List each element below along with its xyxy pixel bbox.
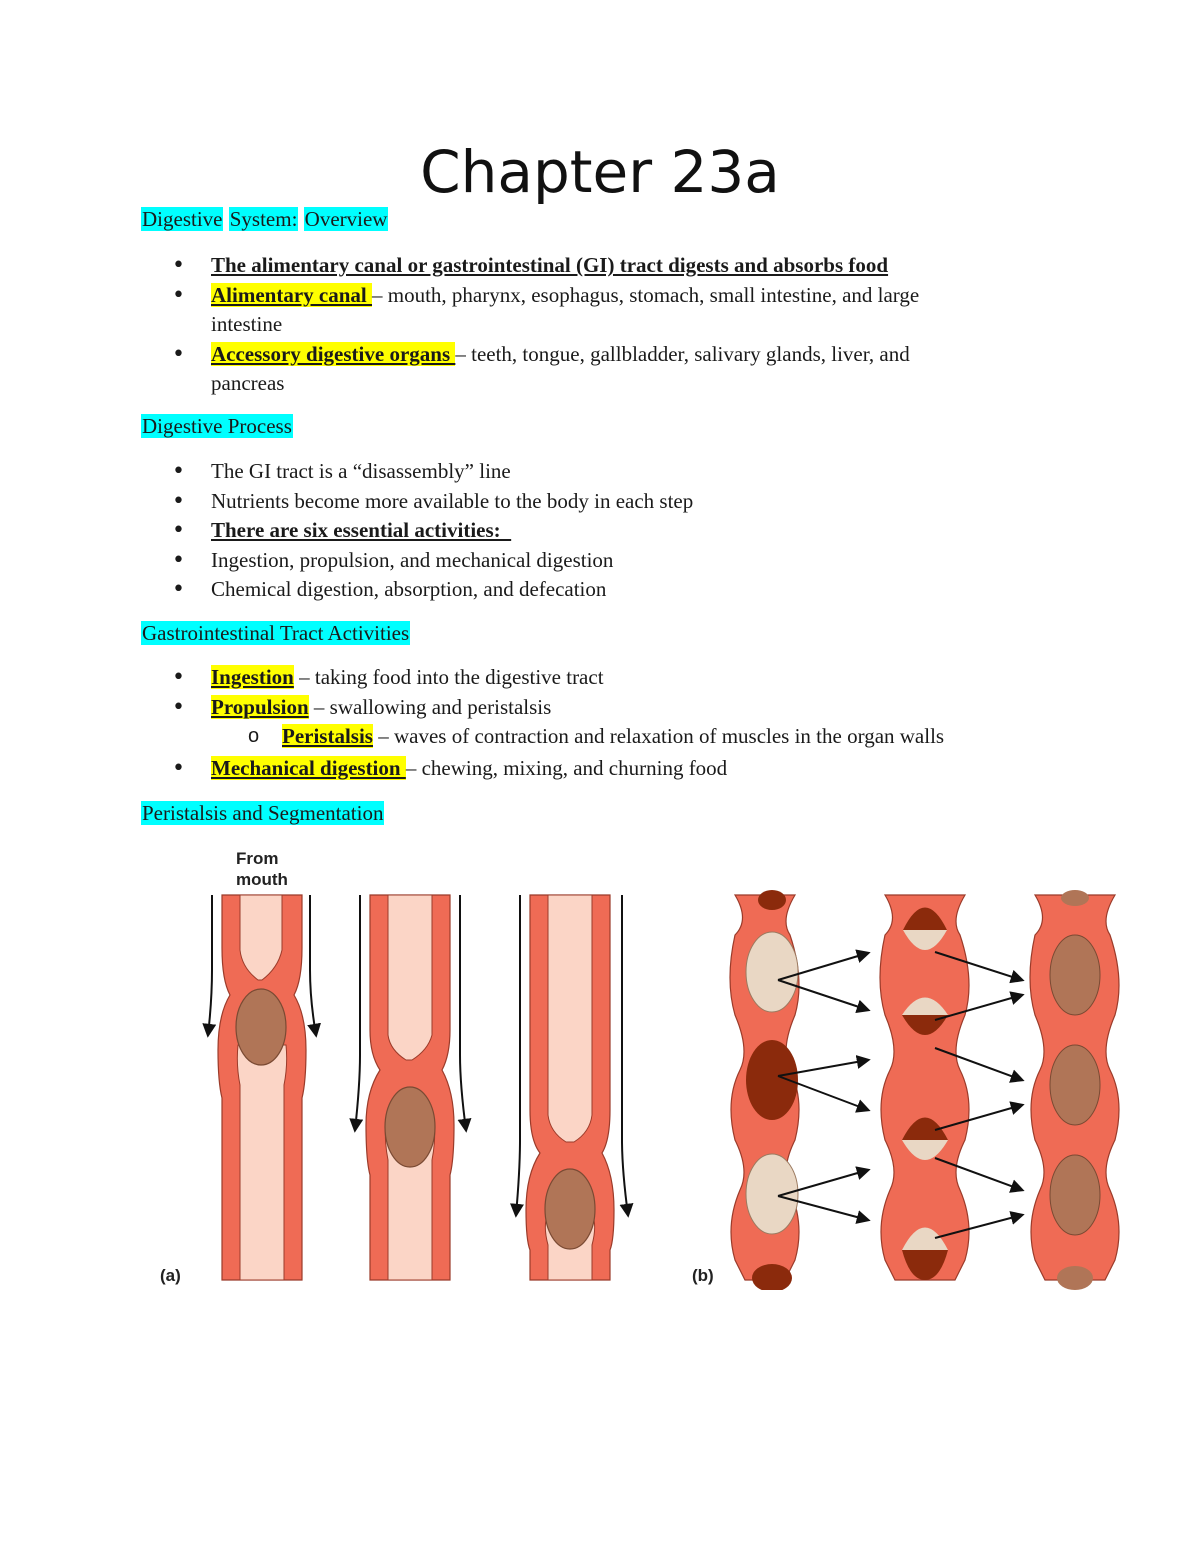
list-item [141, 663, 1041, 693]
bolus [545, 1169, 595, 1249]
bolus [236, 989, 286, 1065]
peristalsis-segmentation-figure [150, 840, 1140, 1290]
bullet-text: Ingestion, propulsion, and mechanical digestion [211, 547, 614, 572]
section-heading-process [141, 413, 293, 439]
label-from: From [236, 849, 279, 868]
list-item [141, 340, 1041, 399]
segmentation-column-3 [1030, 890, 1119, 1290]
list-item [141, 281, 1041, 340]
overview-list [141, 251, 1041, 399]
bullet-text: Chemical digestion, absorption, and defecation [211, 577, 607, 601]
bullet-term: Ingestion [211, 665, 294, 689]
bullet-text-continued: pancreas [211, 371, 285, 395]
heading-part: Overview [304, 207, 388, 231]
bullet-term: Peristalsis [282, 724, 373, 748]
list-item [141, 575, 1041, 605]
label-mouth: mouth [236, 870, 288, 889]
bullet-text: – taking food into the digestive tract [293, 665, 604, 689]
heading-part: Digestive [142, 207, 223, 231]
bolus [385, 1087, 435, 1167]
section-heading-gi-activities [141, 620, 410, 646]
bullet-text: The alimentary canal or gastrointestinal (GI) tract digests and absorbs food [211, 253, 889, 277]
page-title: Chapter 23a [420, 138, 780, 206]
peristalsis-tube-1 [208, 895, 316, 1280]
bullet-text-continued: intestine [211, 312, 283, 336]
heading-part: System: [229, 207, 298, 231]
bullet-text: – chewing, mixing, and churning food [405, 755, 728, 780]
gi-activities-list [141, 663, 1041, 783]
bullet-text: – waves of contraction and relaxation of muscles in the organ walls [372, 724, 945, 748]
panel-a-label: (a) [160, 1266, 181, 1285]
section-heading-peristalsis [141, 800, 384, 826]
section-heading-overview [141, 206, 388, 232]
list-item [141, 251, 1041, 281]
list-item [141, 754, 1041, 784]
panel-b-label: (b) [692, 1266, 714, 1285]
list-item [141, 487, 1041, 517]
peristalsis-tube-2 [355, 895, 466, 1280]
segmentation-column-2 [880, 895, 969, 1280]
list-item [141, 693, 1041, 723]
bullet-text: Nutrients become more available to the body in each step [211, 488, 694, 513]
list-item-sub [141, 722, 1041, 752]
bullet-term: Mechanical digestion [211, 755, 406, 780]
bullet-term: Accessory digestive organs [211, 341, 456, 366]
heading-text: Digestive Process [142, 414, 292, 438]
list-item [141, 546, 1041, 576]
segmentation-column-1 [730, 890, 799, 1290]
bullet-text: The GI tract is a “disassembly” line [211, 459, 511, 483]
bullet-text: – teeth, tongue, gallbladder, salivary glands, liver, and [455, 341, 910, 366]
bullet-text: – swallowing and peristalsis [308, 694, 552, 719]
bullet-term: Alimentary canal [211, 282, 372, 307]
heading-text: Peristalsis and Segmentation [142, 801, 384, 825]
bullet-text: – mouth, pharynx, esophagus, stomach, small intestine, and large [371, 282, 920, 307]
process-list [141, 457, 1041, 605]
peristalsis-tube-3 [516, 895, 628, 1280]
list-item [141, 457, 1041, 487]
list-item [141, 516, 1041, 546]
bullet-text: There are six essential activities: [211, 518, 512, 542]
bullet-term: Propulsion [211, 694, 309, 719]
heading-text: Gastrointestinal Tract Activities [142, 621, 410, 645]
